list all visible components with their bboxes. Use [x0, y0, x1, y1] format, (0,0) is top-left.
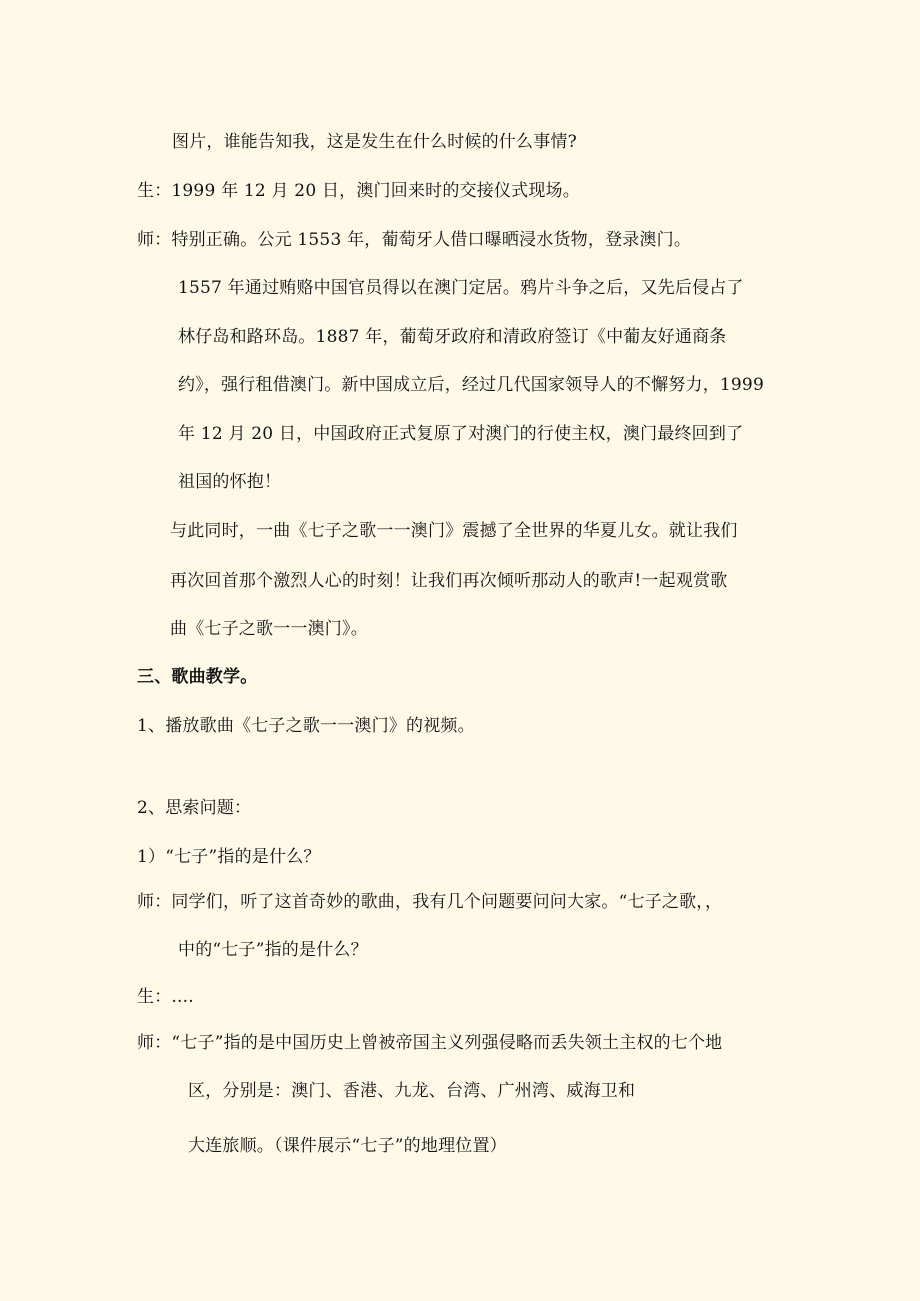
paragraph-line: 师：同学们，听了这首奇妙的歌曲，我有几个问题要问问大家。“七子之歌，，: [137, 892, 723, 912]
paragraph-line: 再次回首那个激烈人心的时刻！让我们再次倾听那动人的歌声!一起观赏歌: [170, 571, 728, 591]
paragraph-line: 年 12 月 20 日，中国政府正式复原了对澳门的行使主权，澳门最终回到了: [178, 424, 744, 444]
paragraph-line: 曲《七子之歌一一澳门》。: [170, 619, 368, 639]
paragraph-line: 1）“七子”指的是什么？: [137, 847, 321, 867]
paragraph-line: 约》，强行租借澳门。新中国成立后，经过几代国家领导人的不懈努力，1999: [178, 375, 764, 395]
paragraph-line: 祖国的怀抱！: [178, 472, 282, 492]
paragraph-line: 与此同时，一曲《七子之歌一一澳门》震撼了全世界的华夏儿女。就让我们: [170, 521, 738, 541]
paragraph-line: 生：....: [137, 987, 194, 1007]
paragraph-line: 2、思索问题：: [137, 798, 252, 818]
paragraph-line: 生：1999 年 12 月 20 日，澳门回来时的交接仪式现场。: [137, 181, 580, 201]
paragraph-line: 中的“七子”指的是什么？: [178, 940, 368, 960]
paragraph-line: 图片，谁能告知我，这是发生在什么时候的什么事情?: [172, 132, 577, 152]
paragraph-line: 师：特别正确。公元 1553 年，葡萄牙人借口曝晒浸水货物，登录澳门。: [137, 230, 692, 250]
paragraph-line: 师：“七子”指的是中国历史上曾被帝国主义列强侵略而丢失领土主权的七个地: [137, 1033, 723, 1053]
paragraph-line: 大连旅顺。（课件展示“七子”的地理位置）: [188, 1136, 507, 1156]
paragraph-line: 林仔岛和路环岛。1887 年，葡萄牙政府和清政府签订《中葡友好通商条: [178, 327, 727, 347]
section-heading: 三、歌曲教学。: [137, 667, 258, 687]
paragraph-line: 1557 年通过贿赂中国官员得以在澳门定居。鸦片斗争之后，又先后侵占了: [178, 278, 744, 298]
paragraph-line: 1、播放歌曲《七子之歌一一澳门》的视频。: [137, 716, 475, 736]
paragraph-line: 区，分别是：澳门、香港、九龙、台湾、广州湾、威海卫和: [188, 1081, 636, 1101]
